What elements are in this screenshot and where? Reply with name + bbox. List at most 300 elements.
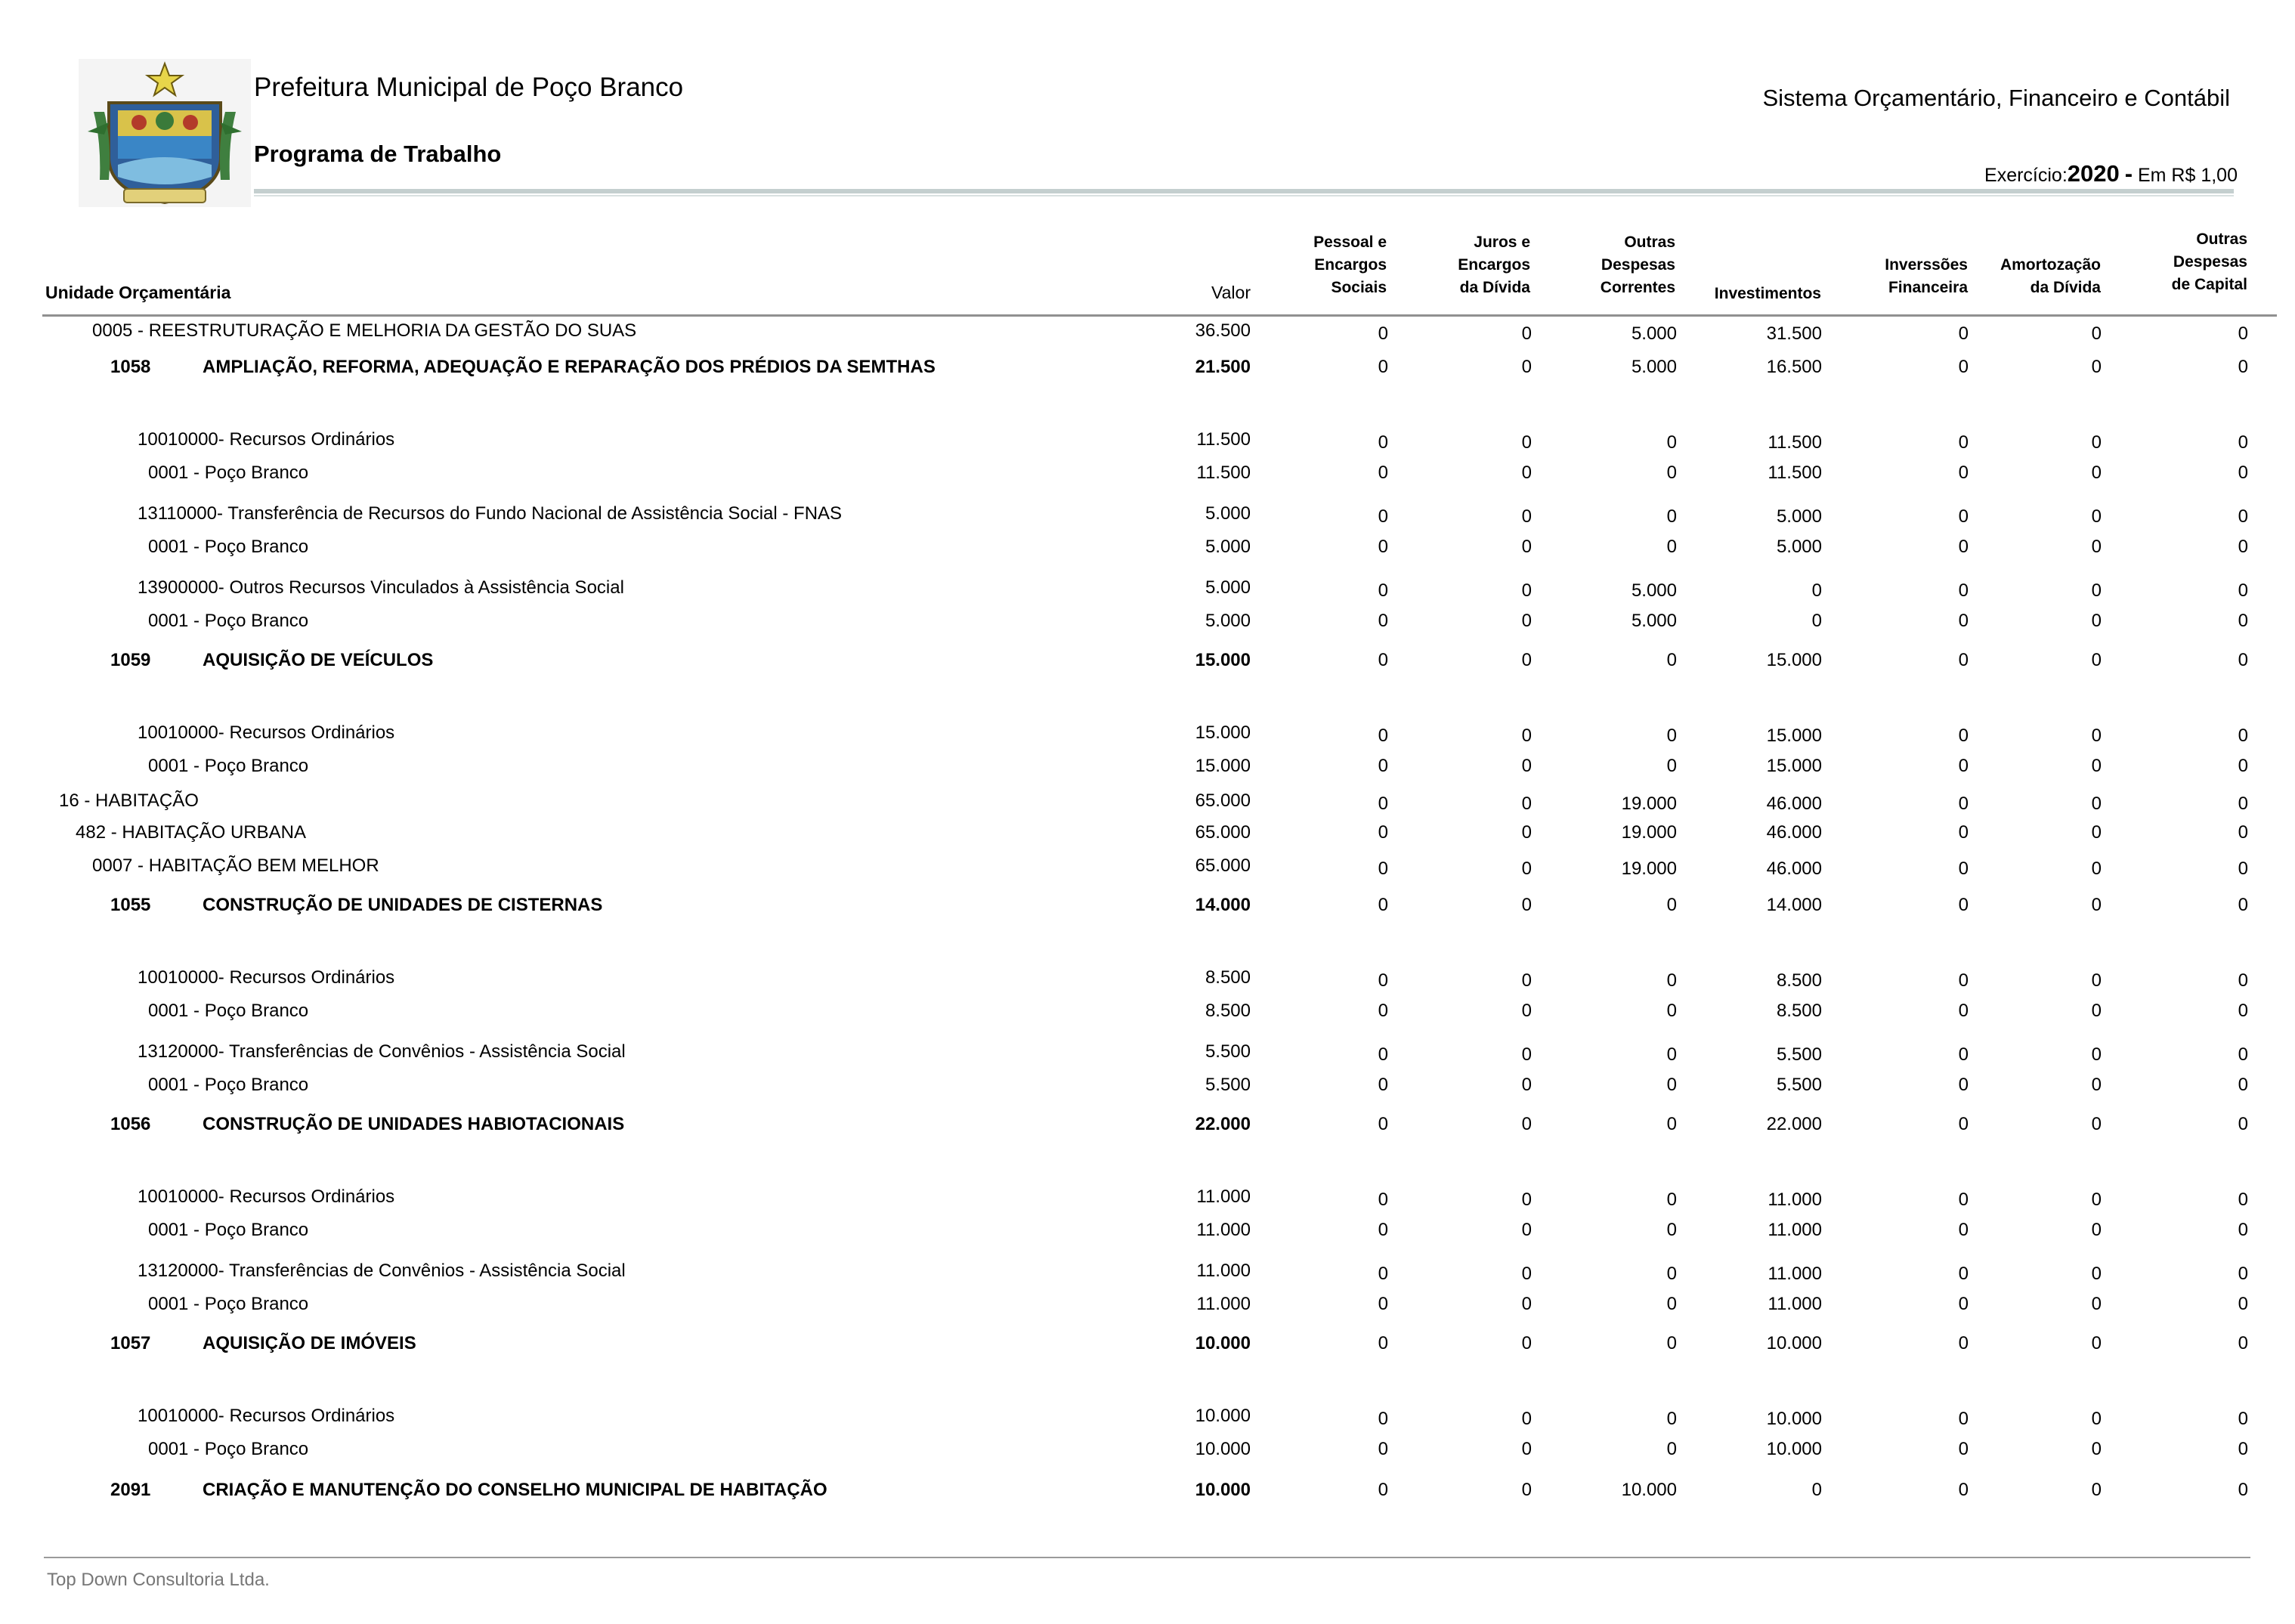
action-code: 1055 xyxy=(110,895,151,915)
cell-amortizacao: 0 xyxy=(2091,858,2102,879)
exercise-info xyxy=(1984,160,2238,187)
row-label: AMPLIAÇÃO, REFORMA, ADEQUAÇÃO E REPARAÇÃO DOS PRÉDIOS DA SEMTHAS xyxy=(203,357,936,377)
cell-outras-correntes: 5.000 xyxy=(1631,580,1677,601)
cell-investimentos: 16.500 xyxy=(1766,357,1822,377)
cell-valor: 5.000 xyxy=(1205,611,1251,631)
cell-outras-correntes: 5.000 xyxy=(1631,611,1677,631)
cell-amortizacao: 0 xyxy=(2091,1001,2102,1021)
row-label: 13900000- Outros Recursos Vinculados à Assistência Social xyxy=(138,577,624,598)
row-label: 0001 - Poço Branco xyxy=(148,1001,309,1021)
cell-outras-correntes: 10.000 xyxy=(1621,1480,1677,1500)
cell-outras-correntes: 0 xyxy=(1666,756,1677,776)
cell-investimentos: 10.000 xyxy=(1766,1439,1822,1459)
cell-outras-correntes: 0 xyxy=(1666,1220,1677,1240)
cell-outras-capital: 0 xyxy=(2238,970,2248,991)
cell-valor: 65.000 xyxy=(1195,790,1251,811)
cell-investimentos: 10.000 xyxy=(1766,1333,1822,1353)
cell-outras-correntes: 0 xyxy=(1666,1264,1677,1284)
cell-pessoal: 0 xyxy=(1378,1439,1388,1459)
row-label: CONSTRUÇÃO DE UNIDADES HABIOTACIONAIS xyxy=(203,1114,625,1134)
cell-juros: 0 xyxy=(1521,756,1532,776)
cell-outras-correntes: 0 xyxy=(1666,725,1677,746)
cell-outras-correntes: 0 xyxy=(1666,1294,1677,1314)
row-label: 16 - HABITAÇÃO xyxy=(59,790,199,811)
cell-juros: 0 xyxy=(1521,793,1532,814)
cell-amortizacao: 0 xyxy=(2091,1189,2102,1210)
cell-amortizacao: 0 xyxy=(2091,1264,2102,1284)
cell-amortizacao: 0 xyxy=(2091,580,2102,601)
table-row xyxy=(0,1261,2295,1291)
cell-juros: 0 xyxy=(1521,895,1532,915)
cell-pessoal: 0 xyxy=(1378,580,1388,601)
cell-outras-capital: 0 xyxy=(2238,1480,2248,1500)
cell-amortizacao: 0 xyxy=(2091,432,2102,453)
cell-investimentos: 11.000 xyxy=(1768,1220,1822,1240)
cell-amortizacao: 0 xyxy=(2091,725,2102,746)
cell-investimentos: 46.000 xyxy=(1766,858,1822,879)
cell-investimentos: 5.500 xyxy=(1776,1075,1822,1095)
cell-valor: 15.000 xyxy=(1195,650,1251,670)
row-label: AQUISIÇÃO DE IMÓVEIS xyxy=(203,1333,416,1353)
cell-amortizacao: 0 xyxy=(2091,1333,2102,1353)
cell-investimentos: 8.500 xyxy=(1776,1001,1822,1021)
row-label: 10010000- Recursos Ordinários xyxy=(138,1406,395,1426)
cell-valor: 10.000 xyxy=(1195,1439,1251,1459)
cell-outras-correntes: 0 xyxy=(1666,1044,1677,1065)
cell-inversoes: 0 xyxy=(1958,725,1969,746)
cell-outras-correntes: 0 xyxy=(1666,506,1677,527)
cell-outras-capital: 0 xyxy=(2238,895,2248,915)
action-code: 1057 xyxy=(110,1333,151,1353)
exercise-label: Exercício: xyxy=(1984,165,2068,186)
cell-investimentos: 8.500 xyxy=(1776,970,1822,991)
cell-investimentos: 11.000 xyxy=(1768,1189,1822,1210)
cell-valor: 5.500 xyxy=(1205,1041,1251,1062)
cell-valor: 36.500 xyxy=(1195,320,1251,341)
cell-investimentos: 22.000 xyxy=(1766,1114,1822,1134)
cell-pessoal: 0 xyxy=(1378,1294,1388,1314)
row-label: 10010000- Recursos Ordinários xyxy=(138,967,395,988)
cell-juros: 0 xyxy=(1521,432,1532,453)
column-header-juros: Juros e Encargos da Dívida xyxy=(1458,234,1530,296)
cell-investimentos: 11.000 xyxy=(1768,1294,1822,1314)
cell-outras-capital: 0 xyxy=(2238,462,2248,483)
footer-rule xyxy=(44,1557,2250,1558)
cell-juros: 0 xyxy=(1521,462,1532,483)
cell-inversoes: 0 xyxy=(1958,537,1969,557)
table-row xyxy=(0,537,2295,567)
cell-valor: 22.000 xyxy=(1195,1114,1251,1134)
table-row xyxy=(0,855,2295,886)
cell-valor: 11.000 xyxy=(1196,1186,1251,1207)
cell-amortizacao: 0 xyxy=(2091,1439,2102,1459)
cell-pessoal: 0 xyxy=(1378,895,1388,915)
currency-label: Em R$ 1,00 xyxy=(2137,165,2238,186)
cell-pessoal: 0 xyxy=(1378,756,1388,776)
row-label: 13120000- Transferências de Convênios - Assistência Social xyxy=(138,1261,626,1281)
footer-company: Top Down Consultoria Ltda. xyxy=(47,1570,270,1590)
cell-outras-correntes: 0 xyxy=(1666,650,1677,670)
cell-outras-capital: 0 xyxy=(2238,1189,2248,1210)
cell-inversoes: 0 xyxy=(1958,323,1969,344)
table-row xyxy=(0,611,2295,641)
cell-amortizacao: 0 xyxy=(2091,895,2102,915)
cell-outras-correntes: 0 xyxy=(1666,537,1677,557)
cell-inversoes: 0 xyxy=(1958,506,1969,527)
cell-amortizacao: 0 xyxy=(2091,793,2102,814)
cell-inversoes: 0 xyxy=(1958,1075,1969,1095)
cell-investimentos: 10.000 xyxy=(1766,1409,1822,1429)
column-header-inversoes: Inverssões Financeira xyxy=(1885,256,1968,296)
row-label: 0001 - Poço Branco xyxy=(148,756,309,776)
row-label: 10010000- Recursos Ordinários xyxy=(138,429,395,450)
table-row xyxy=(0,1480,2295,1510)
cell-inversoes: 0 xyxy=(1958,1333,1969,1353)
cell-investimentos: 0 xyxy=(1811,1480,1822,1500)
cell-investimentos: 5.500 xyxy=(1776,1044,1822,1065)
cell-outras-correntes: 0 xyxy=(1666,1001,1677,1021)
table-row xyxy=(0,967,2295,998)
cell-investimentos: 46.000 xyxy=(1766,822,1822,843)
cell-valor: 14.000 xyxy=(1195,895,1251,915)
cell-valor: 11.000 xyxy=(1196,1294,1251,1314)
cell-amortizacao: 0 xyxy=(2091,611,2102,631)
cell-juros: 0 xyxy=(1521,1294,1532,1314)
cell-amortizacao: 0 xyxy=(2091,462,2102,483)
cell-outras-correntes: 0 xyxy=(1666,1114,1677,1134)
cell-outras-correntes: 0 xyxy=(1666,462,1677,483)
cell-valor: 10.000 xyxy=(1195,1480,1251,1500)
cell-juros: 0 xyxy=(1521,822,1532,843)
row-label: 0007 - HABITAÇÃO BEM MELHOR xyxy=(92,855,379,876)
cell-investimentos: 15.000 xyxy=(1766,756,1822,776)
cell-valor: 5.000 xyxy=(1205,537,1251,557)
row-label: 10010000- Recursos Ordinários xyxy=(138,1186,395,1207)
row-label: 0001 - Poço Branco xyxy=(148,611,309,631)
cell-outras-correntes: 0 xyxy=(1666,1189,1677,1210)
cell-outras-capital: 0 xyxy=(2238,611,2248,631)
cell-outras-correntes: 19.000 xyxy=(1621,793,1677,814)
table-row xyxy=(0,1439,2295,1469)
cell-valor: 21.500 xyxy=(1195,357,1251,377)
table-row xyxy=(0,1406,2295,1436)
cell-inversoes: 0 xyxy=(1958,1264,1969,1284)
row-label: 0001 - Poço Branco xyxy=(148,1075,309,1095)
cell-outras-capital: 0 xyxy=(2238,1439,2248,1459)
column-header-outras-capital: Outras Despesas de Capital xyxy=(2171,230,2247,293)
column-header-valor: Valor xyxy=(1211,283,1251,302)
table-row xyxy=(0,1186,2295,1217)
cell-valor: 65.000 xyxy=(1195,822,1251,843)
cell-juros: 0 xyxy=(1521,1480,1532,1500)
cell-outras-correntes: 0 xyxy=(1666,1439,1677,1459)
cell-pessoal: 0 xyxy=(1378,1075,1388,1095)
table-row xyxy=(0,429,2295,459)
cell-inversoes: 0 xyxy=(1958,1409,1969,1429)
cell-amortizacao: 0 xyxy=(2091,1220,2102,1240)
cell-pessoal: 0 xyxy=(1378,1480,1388,1500)
system-name: Sistema Orçamentário, Financeiro e Contábil xyxy=(1762,85,2230,111)
table-row xyxy=(0,357,2295,387)
row-label: AQUISIÇÃO DE VEÍCULOS xyxy=(203,650,434,670)
cell-investimentos: 31.500 xyxy=(1766,323,1822,344)
cell-pessoal: 0 xyxy=(1378,611,1388,631)
cell-outras-capital: 0 xyxy=(2238,822,2248,843)
cell-juros: 0 xyxy=(1521,1409,1532,1429)
cell-inversoes: 0 xyxy=(1958,1220,1969,1240)
cell-amortizacao: 0 xyxy=(2091,1480,2102,1500)
cell-outras-capital: 0 xyxy=(2238,1333,2248,1353)
action-code: 1058 xyxy=(110,357,151,377)
cell-inversoes: 0 xyxy=(1958,1114,1969,1134)
cell-juros: 0 xyxy=(1521,1075,1532,1095)
table-row xyxy=(0,1294,2295,1324)
cell-outras-correntes: 0 xyxy=(1666,895,1677,915)
header-rule xyxy=(254,189,2234,193)
table-row xyxy=(0,1041,2295,1072)
cell-juros: 0 xyxy=(1521,1333,1532,1353)
row-label: 0001 - Poço Branco xyxy=(148,462,309,483)
cell-amortizacao: 0 xyxy=(2091,1409,2102,1429)
cell-investimentos: 5.000 xyxy=(1776,537,1822,557)
cell-amortizacao: 0 xyxy=(2091,756,2102,776)
cell-juros: 0 xyxy=(1521,1001,1532,1021)
cell-outras-capital: 0 xyxy=(2238,1075,2248,1095)
cell-outras-capital: 0 xyxy=(2238,1264,2248,1284)
cell-investimentos: 11.000 xyxy=(1768,1264,1822,1284)
cell-valor: 11.000 xyxy=(1196,1261,1251,1281)
cell-juros: 0 xyxy=(1521,1189,1532,1210)
cell-outras-correntes: 5.000 xyxy=(1631,323,1677,344)
cell-juros: 0 xyxy=(1521,1114,1532,1134)
cell-pessoal: 0 xyxy=(1378,537,1388,557)
cell-inversoes: 0 xyxy=(1958,432,1969,453)
cell-outras-capital: 0 xyxy=(2238,323,2248,344)
row-label: 10010000- Recursos Ordinários xyxy=(138,722,395,743)
cell-pessoal: 0 xyxy=(1378,323,1388,344)
cell-inversoes: 0 xyxy=(1958,970,1969,991)
report-title: Programa de Trabalho xyxy=(254,141,502,167)
row-label: CRIAÇÃO E MANUTENÇÃO DO CONSELHO MUNICIPAL DE HABITAÇÃO xyxy=(203,1480,827,1500)
cell-valor: 10.000 xyxy=(1195,1333,1251,1353)
cell-outras-capital: 0 xyxy=(2238,1044,2248,1065)
cell-juros: 0 xyxy=(1521,858,1532,879)
cell-valor: 8.500 xyxy=(1205,967,1251,988)
cell-amortizacao: 0 xyxy=(2091,357,2102,377)
cell-amortizacao: 0 xyxy=(2091,506,2102,527)
row-label: 13120000- Transferências de Convênios - Assistência Social xyxy=(138,1041,626,1062)
table-row xyxy=(0,1333,2295,1363)
cell-juros: 0 xyxy=(1521,357,1532,377)
action-code: 1056 xyxy=(110,1114,151,1134)
cell-outras-capital: 0 xyxy=(2238,725,2248,746)
cell-pessoal: 0 xyxy=(1378,1220,1388,1240)
table-row xyxy=(0,503,2295,534)
cell-inversoes: 0 xyxy=(1958,1480,1969,1500)
row-label: 0001 - Poço Branco xyxy=(148,537,309,557)
cell-outras-capital: 0 xyxy=(2238,793,2248,814)
row-label: 0001 - Poço Branco xyxy=(148,1220,309,1240)
cell-outras-capital: 0 xyxy=(2238,506,2248,527)
cell-juros: 0 xyxy=(1521,506,1532,527)
cell-inversoes: 0 xyxy=(1958,1439,1969,1459)
cell-pessoal: 0 xyxy=(1378,1001,1388,1021)
cell-inversoes: 0 xyxy=(1958,462,1969,483)
table-row xyxy=(0,1220,2295,1250)
cell-inversoes: 0 xyxy=(1958,895,1969,915)
cell-outras-capital: 0 xyxy=(2238,432,2248,453)
cell-valor: 5.000 xyxy=(1205,577,1251,598)
column-header-amortizacao: Amortozação da Dívida xyxy=(2000,256,2101,296)
cell-amortizacao: 0 xyxy=(2091,323,2102,344)
cell-pessoal: 0 xyxy=(1378,432,1388,453)
cell-inversoes: 0 xyxy=(1958,793,1969,814)
cell-amortizacao: 0 xyxy=(2091,1044,2102,1065)
cell-valor: 11.500 xyxy=(1196,429,1251,450)
cell-outras-correntes: 19.000 xyxy=(1621,822,1677,843)
table-row xyxy=(0,1075,2295,1105)
cell-valor: 15.000 xyxy=(1195,756,1251,776)
cell-valor: 5.500 xyxy=(1205,1075,1251,1095)
cell-investimentos: 5.000 xyxy=(1776,506,1822,527)
cell-outras-capital: 0 xyxy=(2238,1294,2248,1314)
cell-pessoal: 0 xyxy=(1378,822,1388,843)
cell-juros: 0 xyxy=(1521,1439,1532,1459)
cell-valor: 5.000 xyxy=(1205,503,1251,524)
cell-inversoes: 0 xyxy=(1958,357,1969,377)
cell-amortizacao: 0 xyxy=(2091,1114,2102,1134)
cell-valor: 8.500 xyxy=(1205,1001,1251,1021)
action-code: 2091 xyxy=(110,1480,151,1500)
cell-pessoal: 0 xyxy=(1378,1333,1388,1353)
table-row xyxy=(0,650,2295,680)
cell-outras-capital: 0 xyxy=(2238,1220,2248,1240)
cell-investimentos: 46.000 xyxy=(1766,793,1822,814)
cell-outras-capital: 0 xyxy=(2238,858,2248,879)
cell-inversoes: 0 xyxy=(1958,822,1969,843)
cell-juros: 0 xyxy=(1521,323,1532,344)
cell-inversoes: 0 xyxy=(1958,1294,1969,1314)
row-label: CONSTRUÇÃO DE UNIDADES DE CISTERNAS xyxy=(203,895,603,915)
cell-investimentos: 0 xyxy=(1811,611,1822,631)
cell-amortizacao: 0 xyxy=(2091,650,2102,670)
cell-inversoes: 0 xyxy=(1958,650,1969,670)
column-header-investimentos: Investimentos xyxy=(1714,285,1821,302)
cell-pessoal: 0 xyxy=(1378,506,1388,527)
cell-outras-capital: 0 xyxy=(2238,537,2248,557)
cell-outras-capital: 0 xyxy=(2238,580,2248,601)
municipality-title: Prefeitura Municipal de Poço Branco xyxy=(254,73,684,102)
cell-outras-correntes: 0 xyxy=(1666,1075,1677,1095)
cell-valor: 65.000 xyxy=(1195,855,1251,876)
exercise-separator: - xyxy=(2124,160,2133,187)
row-label: 13110000- Transferência de Recursos do Fundo Nacional de Assistência Social - FNAS xyxy=(138,503,843,524)
cell-juros: 0 xyxy=(1521,725,1532,746)
table-row xyxy=(0,320,2295,351)
cell-outras-correntes: 0 xyxy=(1666,1333,1677,1353)
table-row xyxy=(0,1114,2295,1144)
cell-inversoes: 0 xyxy=(1958,1001,1969,1021)
cell-outras-correntes: 0 xyxy=(1666,970,1677,991)
column-header-pessoal: Pessoal e Encargos Sociais xyxy=(1313,234,1387,296)
table-row xyxy=(0,722,2295,753)
table-row xyxy=(0,577,2295,608)
cell-pessoal: 0 xyxy=(1378,1044,1388,1065)
cell-inversoes: 0 xyxy=(1958,1189,1969,1210)
exercise-year: 2020 xyxy=(2067,160,2120,187)
cell-pessoal: 0 xyxy=(1378,462,1388,483)
cell-outras-correntes: 0 xyxy=(1666,1409,1677,1429)
row-label: 0001 - Poço Branco xyxy=(148,1439,309,1459)
cell-investimentos: 14.000 xyxy=(1766,895,1822,915)
cell-pessoal: 0 xyxy=(1378,1114,1388,1134)
table-row xyxy=(0,822,2295,852)
cell-investimentos: 0 xyxy=(1811,580,1822,601)
cell-investimentos: 15.000 xyxy=(1766,650,1822,670)
cell-amortizacao: 0 xyxy=(2091,537,2102,557)
table-row xyxy=(0,462,2295,493)
cell-pessoal: 0 xyxy=(1378,357,1388,377)
table-row xyxy=(0,756,2295,786)
cell-valor: 15.000 xyxy=(1195,722,1251,743)
cell-inversoes: 0 xyxy=(1958,858,1969,879)
cell-amortizacao: 0 xyxy=(2091,970,2102,991)
cell-juros: 0 xyxy=(1521,1044,1532,1065)
cell-juros: 0 xyxy=(1521,611,1532,631)
cell-pessoal: 0 xyxy=(1378,1409,1388,1429)
action-code: 1059 xyxy=(110,650,151,670)
row-label: 0005 - REESTRUTURAÇÃO E MELHORIA DA GESTÃO DO SUAS xyxy=(92,320,637,341)
cell-pessoal: 0 xyxy=(1378,858,1388,879)
cell-juros: 0 xyxy=(1521,650,1532,670)
cell-amortizacao: 0 xyxy=(2091,1294,2102,1314)
cell-outras-capital: 0 xyxy=(2238,650,2248,670)
cell-investimentos: 15.000 xyxy=(1766,725,1822,746)
header-divider xyxy=(42,314,2277,317)
cell-inversoes: 0 xyxy=(1958,756,1969,776)
column-header-outras-correntes: Outras Despesas Correntes xyxy=(1600,234,1675,296)
header-rule-thin xyxy=(254,195,2234,196)
cell-pessoal: 0 xyxy=(1378,1189,1388,1210)
cell-outras-capital: 0 xyxy=(2238,1409,2248,1429)
cell-valor: 11.000 xyxy=(1196,1220,1251,1240)
cell-inversoes: 0 xyxy=(1958,580,1969,601)
cell-outras-capital: 0 xyxy=(2238,756,2248,776)
cell-pessoal: 0 xyxy=(1378,793,1388,814)
table-row xyxy=(0,1001,2295,1031)
cell-outras-correntes: 19.000 xyxy=(1621,858,1677,879)
municipal-crest-icon xyxy=(79,59,251,207)
cell-juros: 0 xyxy=(1521,537,1532,557)
cell-juros: 0 xyxy=(1521,970,1532,991)
cell-outras-capital: 0 xyxy=(2238,357,2248,377)
cell-outras-capital: 0 xyxy=(2238,1001,2248,1021)
cell-inversoes: 0 xyxy=(1958,611,1969,631)
cell-pessoal: 0 xyxy=(1378,1264,1388,1284)
table-row xyxy=(0,790,2295,821)
column-header-unit: Unidade Orçamentária xyxy=(45,283,231,302)
cell-investimentos: 11.500 xyxy=(1768,462,1822,483)
cell-amortizacao: 0 xyxy=(2091,822,2102,843)
row-label: 482 - HABITAÇÃO URBANA xyxy=(76,822,306,843)
cell-pessoal: 0 xyxy=(1378,650,1388,670)
cell-amortizacao: 0 xyxy=(2091,1075,2102,1095)
table-row xyxy=(0,895,2295,925)
cell-pessoal: 0 xyxy=(1378,725,1388,746)
cell-inversoes: 0 xyxy=(1958,1044,1969,1065)
cell-investimentos: 11.500 xyxy=(1768,432,1822,453)
cell-valor: 11.500 xyxy=(1196,462,1251,483)
